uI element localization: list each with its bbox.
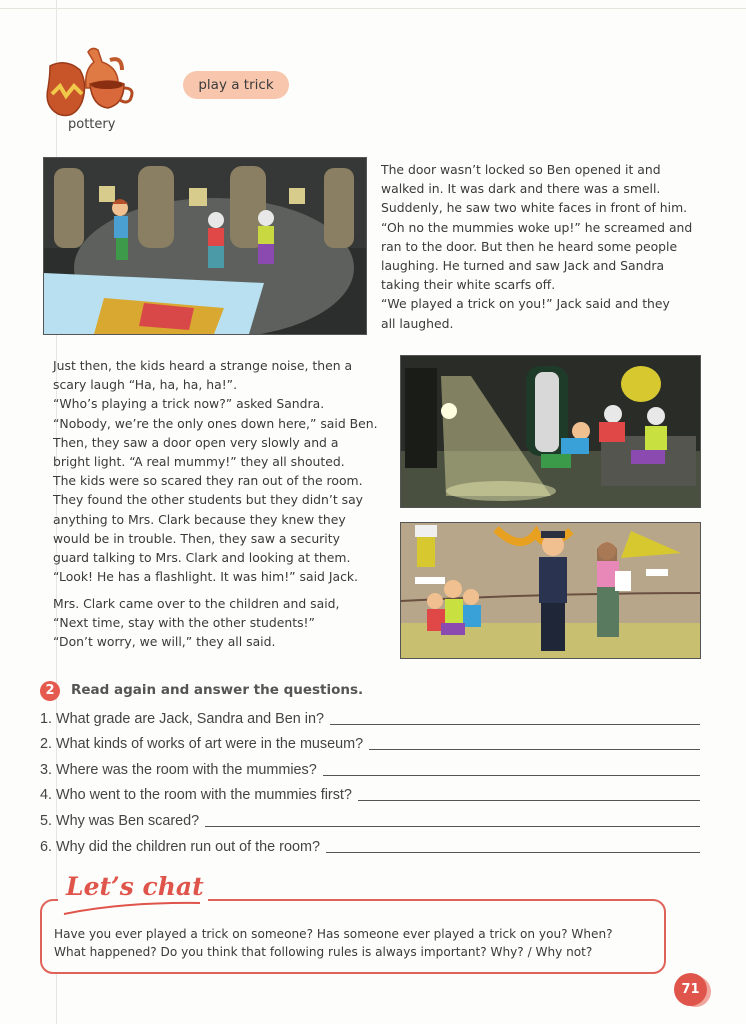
page-number-badge: 71 xyxy=(674,973,707,1006)
story-line: Then, they saw a door open very slowly and a xyxy=(53,434,339,450)
story-line: “Oh no the mummies woke up!” he screamed and xyxy=(381,219,693,235)
question-text: 2. What kinds of works of art were in the museum? xyxy=(40,736,364,752)
question-row xyxy=(40,706,700,728)
story-line: “Who’s playing a trick now?” asked Sandra. xyxy=(53,396,325,412)
story-line: bright light. “A real mummy!” they all shouted. xyxy=(53,453,345,469)
story-line: all laughed. xyxy=(381,315,454,331)
story-line: taking their white scarfs off. xyxy=(381,277,556,293)
story-line: “Don’t worry, we will,” they all said. xyxy=(53,634,276,650)
story-line: “Next time, stay with the other students!” xyxy=(53,615,315,631)
illustration-security-guard-and-teacher xyxy=(400,522,701,659)
answer-line[interactable] xyxy=(358,799,700,801)
question-row xyxy=(40,782,700,804)
question-text: 5. Why was Ben scared? xyxy=(40,813,200,829)
story-line: scary laugh “Ha, ha, ha, ha!”. xyxy=(53,377,238,393)
story-line: would be in trouble. Then, they saw a security xyxy=(53,530,340,546)
story-line: The kids were so scared they ran out of the room. xyxy=(53,473,363,489)
story-line: The door wasn’t locked so Ben opened it and xyxy=(381,162,661,177)
illustration-kids-running-from-mummy xyxy=(400,355,701,508)
story-line: “Look! He has a flashlight. It was him!” said Jack. xyxy=(53,569,358,585)
question-text: 3. Where was the room with the mummies? xyxy=(40,762,317,778)
question-row xyxy=(40,808,700,830)
question-text: 6. Why did the children run out of the room? xyxy=(40,839,320,855)
story-line: guard talking to Mrs. Clark and looking at them. xyxy=(53,549,351,565)
pottery-label: pottery xyxy=(68,117,116,132)
illustration-mummy-room-trick xyxy=(43,157,367,335)
story-line: They found the other students but they didn’t say xyxy=(53,492,364,508)
vocab-pill-play-a-trick: play a trick xyxy=(183,71,289,99)
exercise-number-badge: 2 xyxy=(40,681,60,701)
answer-line[interactable] xyxy=(330,723,700,725)
story-line: “Nobody, we’re the only ones down here,” said Ben. xyxy=(53,415,378,431)
story-line: “We played a trick on you!” Jack said and they xyxy=(381,296,670,312)
story-line: anything to Mrs. Clark because they knew they xyxy=(53,511,346,527)
answer-line[interactable] xyxy=(326,851,700,853)
story-line: ran to the door. But then he heard some people xyxy=(381,238,678,254)
story-line: Mrs. Clark came over to the children and said, xyxy=(53,596,340,611)
story-line: Suddenly, he saw two white faces in front of him. xyxy=(381,200,688,216)
answer-line[interactable] xyxy=(205,825,700,827)
story-paragraph-3 xyxy=(53,594,339,652)
question-row xyxy=(40,834,700,856)
lets-chat-title: Let’s chat xyxy=(66,872,204,901)
question-text: 1. What grade are Jack, Sandra and Ben in? xyxy=(40,711,324,727)
answer-line[interactable] xyxy=(369,748,700,750)
question-row xyxy=(40,757,700,779)
page-top-edge xyxy=(0,8,746,9)
lets-chat-prompt xyxy=(54,925,613,961)
story-line: walked in. It was dark and there was a smell. xyxy=(381,181,661,197)
lets-chat-line: Have you ever played a trick on someone? Has someone ever played a trick on you? When? xyxy=(54,927,613,941)
story-paragraph-1 xyxy=(381,160,692,333)
lets-chat-underline-swoosh xyxy=(62,900,202,916)
story-line: laughing. He turned and saw Jack and Sandra xyxy=(381,257,665,273)
exercise-title: Read again and answer the questions. xyxy=(71,682,364,698)
question-text: 4. Who went to the room with the mummies first? xyxy=(40,787,352,803)
story-paragraph-2 xyxy=(53,356,378,586)
story-line: Just then, the kids heard a strange noise, then a xyxy=(53,358,353,373)
pottery-icon xyxy=(40,44,140,122)
question-row xyxy=(40,731,700,753)
lets-chat-line: What happened? Do you think that following rules is always important? Why? / Why not? xyxy=(54,945,593,959)
answer-line[interactable] xyxy=(323,774,700,776)
